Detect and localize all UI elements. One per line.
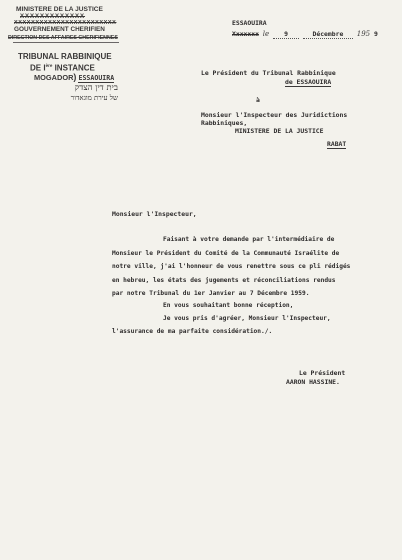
- tribunal-heading: TRIBUNAL RABBINIQUE: [18, 52, 112, 61]
- hebrew-city-name: של עירת מוגאדור: [70, 94, 118, 102]
- signature-title: Le Président: [299, 369, 346, 377]
- body-line: Je vous pris d'agréer, Monsieur l'Inspecteur,: [163, 315, 331, 322]
- recipient-ministry: MINISTERE DE LA JUSTICE: [235, 127, 324, 135]
- salutation: Monsieur l'Inspecteur,: [112, 210, 197, 218]
- struck-letterhead-line: XXXXXXXXXXXXX: [20, 14, 86, 20]
- body-line: Monsieur le Président du Comité de la Communauté Israélite de: [112, 250, 340, 257]
- recipient-city: RABAT: [327, 140, 347, 148]
- sender-line: Le Président du Tribunal Rabbinique: [201, 69, 336, 77]
- ministry-heading: MINISTERE DE LA JUSTICE: [16, 6, 103, 13]
- body-line: l'assurance de ma parfaite considération./.: [112, 328, 273, 335]
- essaouira-typed: ESSAOUIRA: [78, 74, 115, 82]
- mogador-line: MOGADOR) ESSAOUIRA: [34, 72, 115, 82]
- struck-letterhead-line: DIRECTION DES AFFAIRES CHERIFIENNES: [8, 35, 118, 41]
- signature-name: AARON HASSINE.: [286, 378, 340, 386]
- body-line: en hebreu, les états des jugements et réconciliations rendus: [112, 277, 336, 284]
- struck-letterhead-line: XXXXXXXXXXXXXXXXXXXXXXXX: [14, 20, 117, 26]
- body-line: Faisant à votre demande par l'intermédiaire de: [163, 236, 335, 243]
- dateline: Xxxxxxx le 9 Décembre 195 9: [232, 30, 378, 38]
- letterhead-rule: [13, 42, 119, 43]
- recipient-line: Rabbiniques,: [201, 119, 248, 127]
- body-line: notre ville, j'ai l'honneur de vous renettre sous ce pli rédigés: [112, 263, 351, 270]
- government-heading: GOUVERNEMENT CHERIFIEN: [14, 26, 105, 33]
- recipient-line: Monsieur l'Inspecteur des Juridictions: [201, 111, 348, 119]
- instance-line: DE Ière INSTANCE: [30, 63, 95, 73]
- dateline-city: ESSAOUIRA: [232, 19, 267, 27]
- body-line: par notre Tribunal du 1er Janvier au 7 Décembre 1959.: [112, 290, 310, 297]
- hebrew-court-name: בית דין הצדק: [74, 83, 118, 93]
- sender-city: de ESSAOUIRA: [285, 78, 332, 86]
- recipient-a: à: [256, 96, 260, 104]
- body-line: En vous souhaitant bonne réception,: [163, 302, 294, 309]
